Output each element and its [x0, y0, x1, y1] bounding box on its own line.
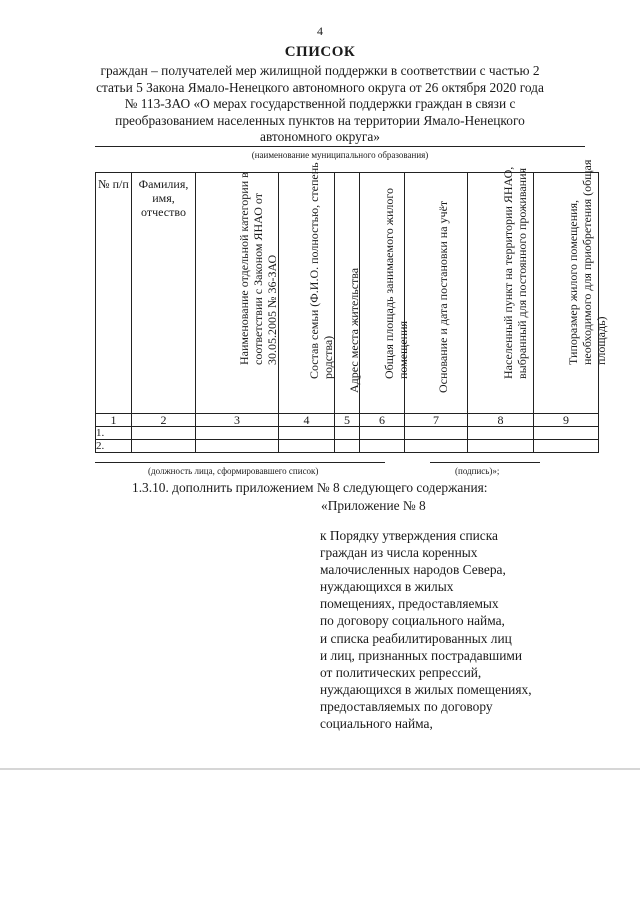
- table-cell: [405, 427, 468, 440]
- header-category-text: Наименование отдельной категории в соответствии с Законом ЯНАО от 30.05.2005 № 36-ЗАО: [237, 172, 279, 365]
- column-number: 3: [196, 414, 279, 427]
- appendix-line: социального найма,: [320, 716, 433, 732]
- column-number: 8: [468, 414, 534, 427]
- appendix-line: и лиц, признанных пострадавшими: [320, 647, 523, 663]
- list-title: СПИСОК: [284, 44, 356, 60]
- table-cell: [360, 427, 405, 440]
- subtitle-line: статьи 5 Закона Ямало-Ненецкого автономного округа от 26 октября 2020 года: [96, 79, 544, 95]
- column-number: 2: [132, 414, 196, 427]
- subtitle-line: № 113-ЗАО «О мерах государственной поддержки граждан в связи с: [124, 96, 516, 111]
- header-full-name: Фамилия, имя, отчество: [132, 173, 196, 414]
- table-cell: [468, 427, 534, 440]
- appendix-line: к Порядку утверждения списка: [320, 528, 498, 543]
- column-number: 5: [335, 414, 360, 427]
- table-cell: [360, 440, 405, 453]
- header-settlement: [468, 166, 534, 414]
- column-number: 6: [360, 414, 405, 427]
- subtitle-line: преобразованием населенных пунктов на территории Ямало-Ненецкого: [115, 112, 525, 128]
- table-cell: [132, 440, 196, 453]
- signature-line: [430, 462, 540, 463]
- municipality-caption: (наименование муниципального образования): [251, 150, 429, 160]
- table-cell: [196, 440, 279, 453]
- header-number: № п/п: [96, 173, 132, 414]
- column-number: 1: [96, 414, 132, 427]
- column-number: 7: [405, 414, 468, 427]
- header-category: [196, 173, 279, 414]
- appendix-title: «Приложение № 8: [321, 498, 426, 513]
- subtitle-line: автономного округа»: [260, 129, 380, 144]
- header-registration: [405, 173, 468, 414]
- recipients-table: [95, 159, 608, 453]
- list-subtitle: [92, 63, 548, 146]
- page-number: 4: [317, 24, 323, 38]
- appendix-reference: [320, 527, 580, 732]
- header-family: [279, 162, 335, 414]
- header-address-text: Адрес места жительства: [347, 267, 361, 393]
- appendix-line: нуждающихся в жилых: [320, 579, 454, 595]
- header-registration-text: Основание и дата постановки на учёт: [436, 200, 450, 393]
- table-row: [96, 440, 599, 453]
- position-signature-line: [95, 462, 385, 463]
- appendix-line: помещениях, предоставляемых: [320, 596, 499, 612]
- table-cell: [534, 427, 599, 440]
- table-cell: [405, 440, 468, 453]
- row-number: 2.: [96, 440, 132, 453]
- table-cell: [534, 440, 599, 453]
- position-caption: (должность лица, сформировавшего список): [148, 466, 319, 476]
- subtitle-line: граждан – получателей мер жилищной поддержки в соответствии с частью 2: [100, 63, 540, 78]
- appendix-line: по договору социального найма,: [320, 613, 505, 629]
- table-cell: [468, 440, 534, 453]
- appendix-line: нуждающихся в жилых помещениях,: [320, 681, 532, 697]
- municipality-line: [95, 146, 585, 147]
- table-cell: [279, 440, 335, 453]
- header-family-text: Состав семьи (Ф.И.О. полностью, степень родства): [306, 162, 335, 379]
- table-cell: [196, 427, 279, 440]
- appendix-line: малочисленных народов Севера,: [320, 562, 506, 578]
- table-cell: [335, 440, 360, 453]
- header-address: [335, 173, 360, 414]
- column-number: 9: [534, 414, 599, 427]
- appendix-line: и списка реабилитированных лиц: [320, 630, 512, 646]
- table-row: [96, 427, 599, 440]
- table-cell: [335, 427, 360, 440]
- header-settlement-text: Населенный пункт на территории ЯНАО, выбранный для постоянного проживания: [500, 166, 529, 379]
- header-area-text: Общая площадь занимаемого жилого помещения: [382, 187, 410, 379]
- clause-text: 1.3.10. дополнить приложением № 8 следующего содержания:: [132, 480, 488, 495]
- table-cell: [132, 427, 196, 440]
- header-area: [360, 173, 410, 414]
- row-number: 1.: [96, 427, 132, 440]
- header-size: [534, 159, 608, 414]
- signature-caption: (подпись)»;: [455, 466, 500, 476]
- column-number: 4: [279, 414, 335, 427]
- appendix-line: от политических репрессий,: [320, 664, 482, 680]
- appendix-line: предоставляемых по договору: [320, 698, 493, 714]
- scan-edge-divider: [0, 768, 640, 770]
- appendix-line: граждан из числа коренных: [320, 545, 478, 561]
- table-cell: [279, 427, 335, 440]
- header-size-text: Типоразмер жилого помещения, необходимого для приобретения (общая площадь): [566, 159, 608, 365]
